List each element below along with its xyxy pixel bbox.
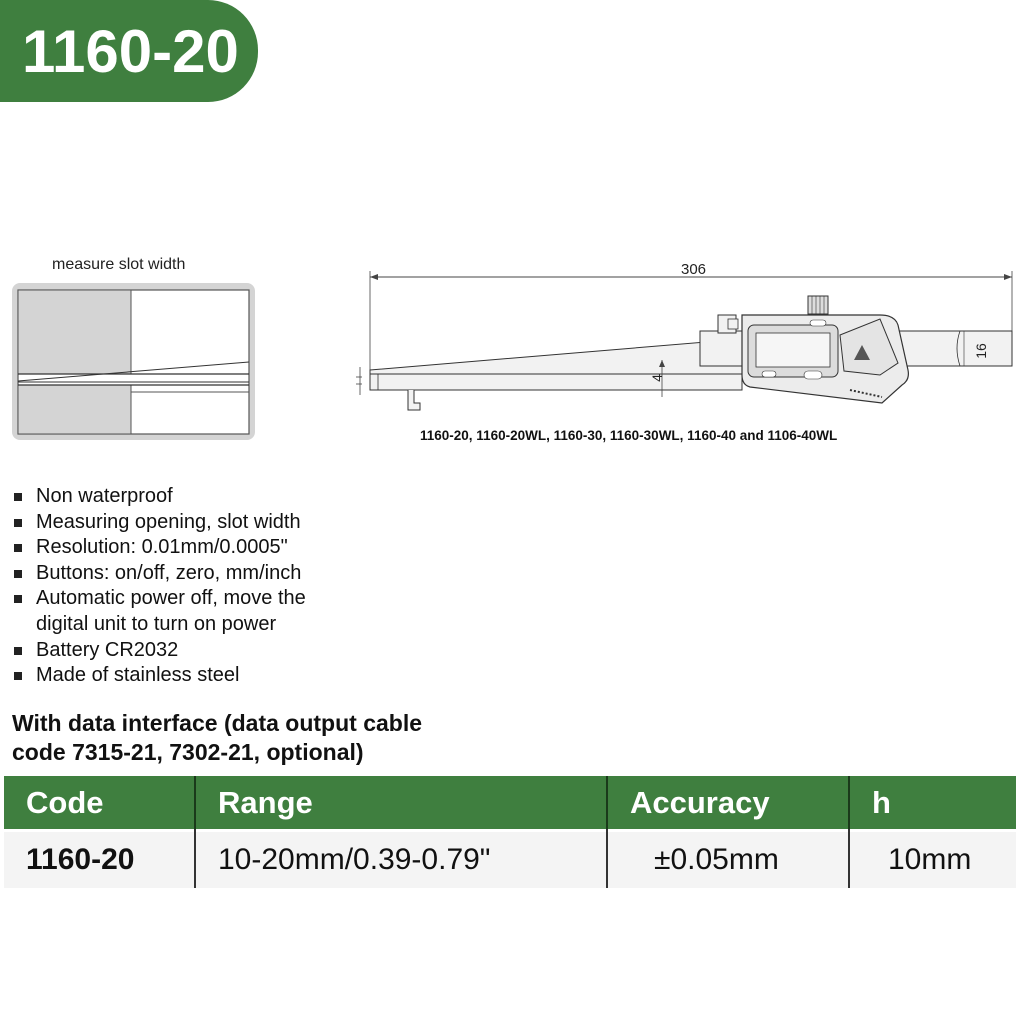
bullet-square-icon (14, 672, 22, 680)
spec-table (4, 776, 1016, 888)
data-interface-note: With data interface (data output cable code 7315-21, 7302-21, optional) (12, 710, 423, 765)
caliper-drawing (350, 255, 1020, 425)
dimension-depth-label: 4 (648, 374, 665, 382)
bullet-square-icon (14, 519, 22, 527)
bullet-square-icon (14, 647, 22, 655)
models-caption: 1160-20, 1160-20WL, 1160-30, 1160-30WL, 1160-40 and 1106-40WL (420, 428, 838, 443)
feature-item: Made of stainless steel (12, 663, 306, 689)
bullet-square-icon (14, 493, 22, 501)
dimension-height-label: 16 (972, 343, 989, 359)
bullet-square-icon (14, 570, 22, 578)
feature-item: Non waterproof (12, 484, 306, 510)
header-h: h (849, 777, 1016, 830)
header-accuracy: Accuracy (607, 777, 849, 830)
feature-item: Buttons: on/off, zero, mm/inch (12, 561, 306, 587)
slot-diagram (12, 283, 255, 440)
model-badge-label: 1160-20 (22, 17, 239, 85)
bullet-square-icon (14, 544, 22, 552)
slot-diagram-title: measure slot width (52, 256, 186, 273)
cell-h: 10mm (849, 832, 1016, 888)
feature-item: Measuring opening, slot width (12, 510, 306, 536)
table-row (4, 832, 1016, 888)
header-code: Code (4, 777, 195, 830)
model-badge (0, 0, 258, 102)
header-range: Range (195, 777, 607, 830)
feature-item: Automatic power off, move the (12, 586, 306, 612)
cell-accuracy: ±0.05mm (607, 832, 849, 888)
feature-list (12, 484, 306, 689)
cell-code: 1160-20 (4, 832, 195, 888)
spec-table-header-row (4, 777, 1016, 830)
feature-item: Resolution: 0.01mm/0.0005" (12, 535, 306, 561)
feature-item-continuation: digital unit to turn on power (36, 612, 277, 635)
bullet-square-icon (14, 595, 22, 603)
feature-item: Battery CR2032 (12, 638, 306, 664)
slot-diagram-illustration (12, 283, 255, 440)
cell-range: 10-20mm/0.39-0.79" (195, 832, 607, 888)
dimension-length-label: 306 (681, 261, 707, 278)
